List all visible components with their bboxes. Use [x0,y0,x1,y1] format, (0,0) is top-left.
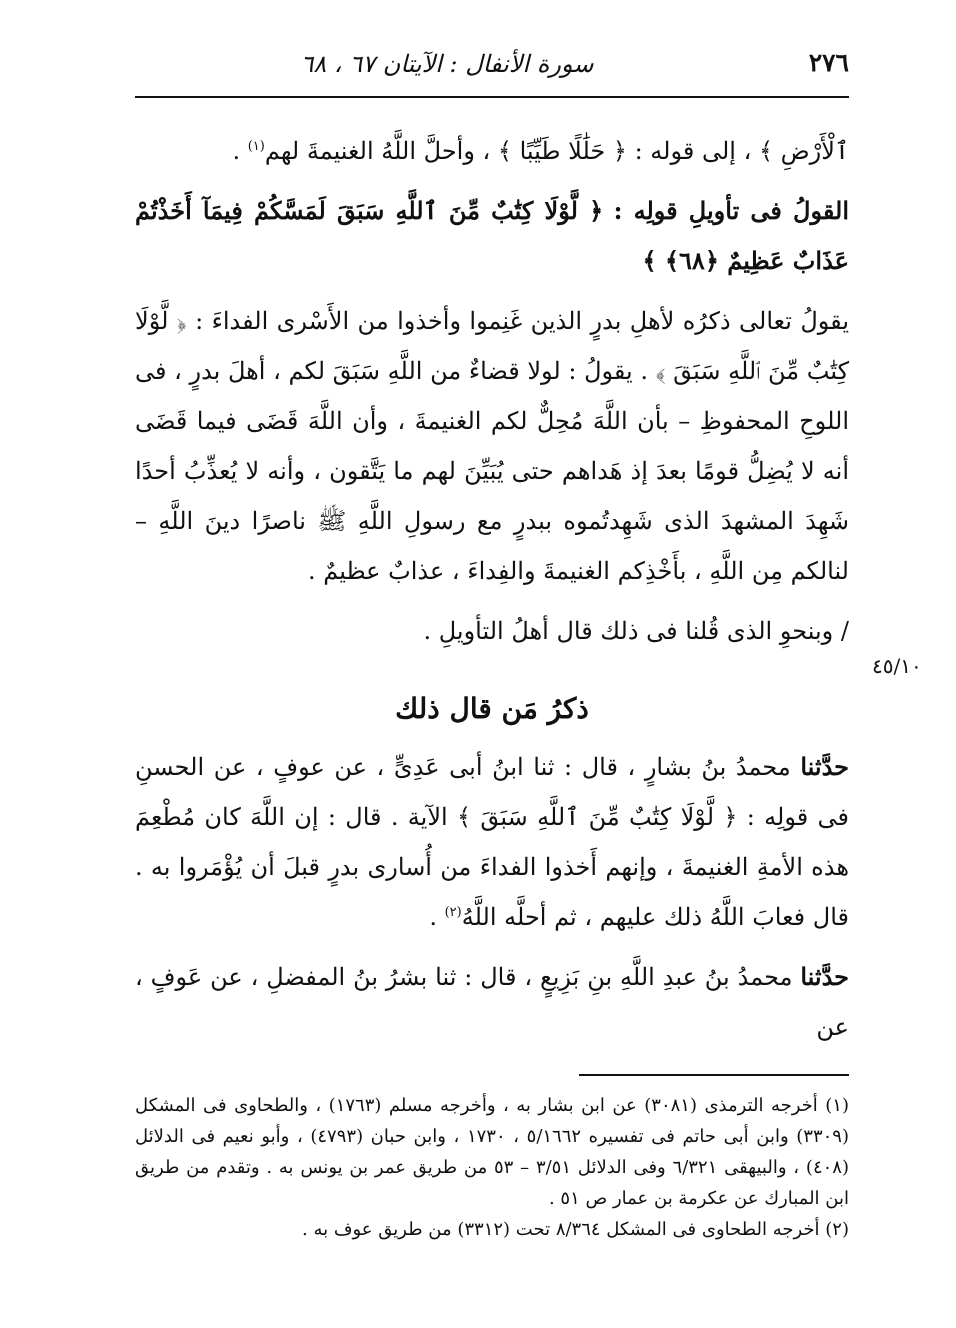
verse-heading-lead: القولُ فى تأويلِ قولِه : [613,196,849,225]
continuation-line [135,126,849,176]
hadith-1-end: . [429,903,445,931]
footnote-2: (٢) أخرجه الطحاوى فى المشكل ٨/٣٦٤ تحت (٣٣١٢) من طريق عوف به . [302,1219,849,1240]
main-text [135,126,849,1052]
summary-text: وبنحوِ الذى قُلنا فى ذلك قال أهلُ التأويلِ . [423,617,834,645]
footnote-ref-2: (٢) [444,905,462,920]
page-break-marker: / [840,617,849,645]
hadith-2-text: محمدُ بنُ عبدِ اللَّهِ بنِ بَزِيعٍ ، قال : ثنا بشرُ بنُ المفضلِ ، عن عَوفٍ ، عن [135,963,849,1041]
spacer [135,286,849,296]
verse-heading-quote: ﴿ لَّوْلَا كِتَٰبٌ مِّنَ ٱللَّهِ سَبَقَ لَمَسَّكُمْ فِيمَآ أَخَذْتُمْ عَذَابٌ عَظِيمٌ ﴿٦٨﴾ ﴾ [135,196,849,275]
spacer [135,942,849,952]
footnote-ref-1: (١) [247,139,265,154]
hadith-1-lead: حدَّثنا [800,752,849,781]
continuation-text: ٱلْأَرْضِ ﴾ ، إلى قوله : ﴿ حَلَٰلًا طَيِّبًا ﴾ ، وأحلَّ اللَّهُ الغنيمةَ لهم [264,137,849,165]
footnote-1: (١) أخرجه الترمذى (٣٠٨١) عن ابن بشار به ، وأخرجه مسلم (١٧٦٣) ، والطحاوى فى المشكل (٣٣٠٩) وابن أبى حاتم فى تفسيره ٥/١٦٦٢ ، ١٧٣٠ ، وابن حبان (٤٧٩٣) ، وأبو نعيم فى الدلائل (٤٠٨) ، والبيهقى ٦/٣٢١ وفى الدلائل ٣/٥١ – ٥٣ من طريق عمر بن يونس به . وتقدم من طريق ابن المبارك عن عكرمة بن عمار ص ٥١ . [135,1095,849,1209]
spacer [135,176,849,186]
summary-paragraph [135,606,849,656]
hadith-2-lead: حدَّثنا [800,962,849,991]
continuation-end: . [232,137,248,165]
margin-reference: ٤٥/١٠ [872,654,922,678]
footnotes [135,1090,849,1245]
commentary-paragraph: يقولُ تعالى ذكرُه لأهلِ بدرٍ الذين غَنِموا وأخذوا من الأَسْرى الفداءَ : ﴿ لَّوْلَا كِتَٰبٌ مِّنَ ٱللَّهِ سَبَقَ ﴾ . يقولُ : لولا قضاءٌ من اللَّهِ سَبَقَ لكم ، أهلَ بدرٍ ، فى اللوحِ المحفوظِ – بأن اللَّهَ مُحِلٌّ لكم الغنيمةَ ، وأن اللَّهَ قَضَى فيما قَضَى أنه لا يُضِلُّ قومًا بعدَ إذ هَداهم حتى يُبَيِّنَ لهم ما يَتَّقون ، وأنه لا يُعذِّبُ أحدًا شَهِدَ المشهدَ الذى شَهِدتُموه ببدرٍ مع رسولِ اللَّهِ ﷺ ناصرًا دينَ اللَّهِ – لنالكم مِن اللَّهِ ، بأَخْذِكم الغنيمةَ والفِداءَ ، عذابٌ عظيمٌ . [135,307,849,585]
running-title: سورة الأنفال : الآيتان ٦٧ ، ٦٨ [300,50,594,78]
hadith-paragraph-1 [135,742,849,942]
page-number: ٢٧٦ [808,48,849,77]
footnote-rule [579,1074,849,1076]
running-header [135,46,849,86]
spacer [135,596,849,606]
header-rule [135,96,849,98]
hadith-1-text: محمدُ بنُ بشارٍ ، قال : ثنا ابنُ أبى عَدِىٍّ ، عن عوفٍ ، عن الحسنِ فى قولِه : ﴿ لَّوْلَا كِتَٰبٌ مِّنَ ٱللَّهِ سَبَقَ ﴾ الآية . قال : إن اللَّهَ كان مُطْعِمَ هذه الأمةِ الغنيمةَ ، وإنهم أَخذوا الفداءَ من أُسارى بدرٍ قبلَ أن يُؤْمَروا به . قال فعابَ اللَّهُ ذلك عليهم ، ثم أحلَّه اللَّهُ [135,753,849,931]
verse-heading [135,186,849,286]
hadith-paragraph-2 [135,952,849,1052]
section-title: ذكرُ مَن قال ذلك [395,692,589,725]
